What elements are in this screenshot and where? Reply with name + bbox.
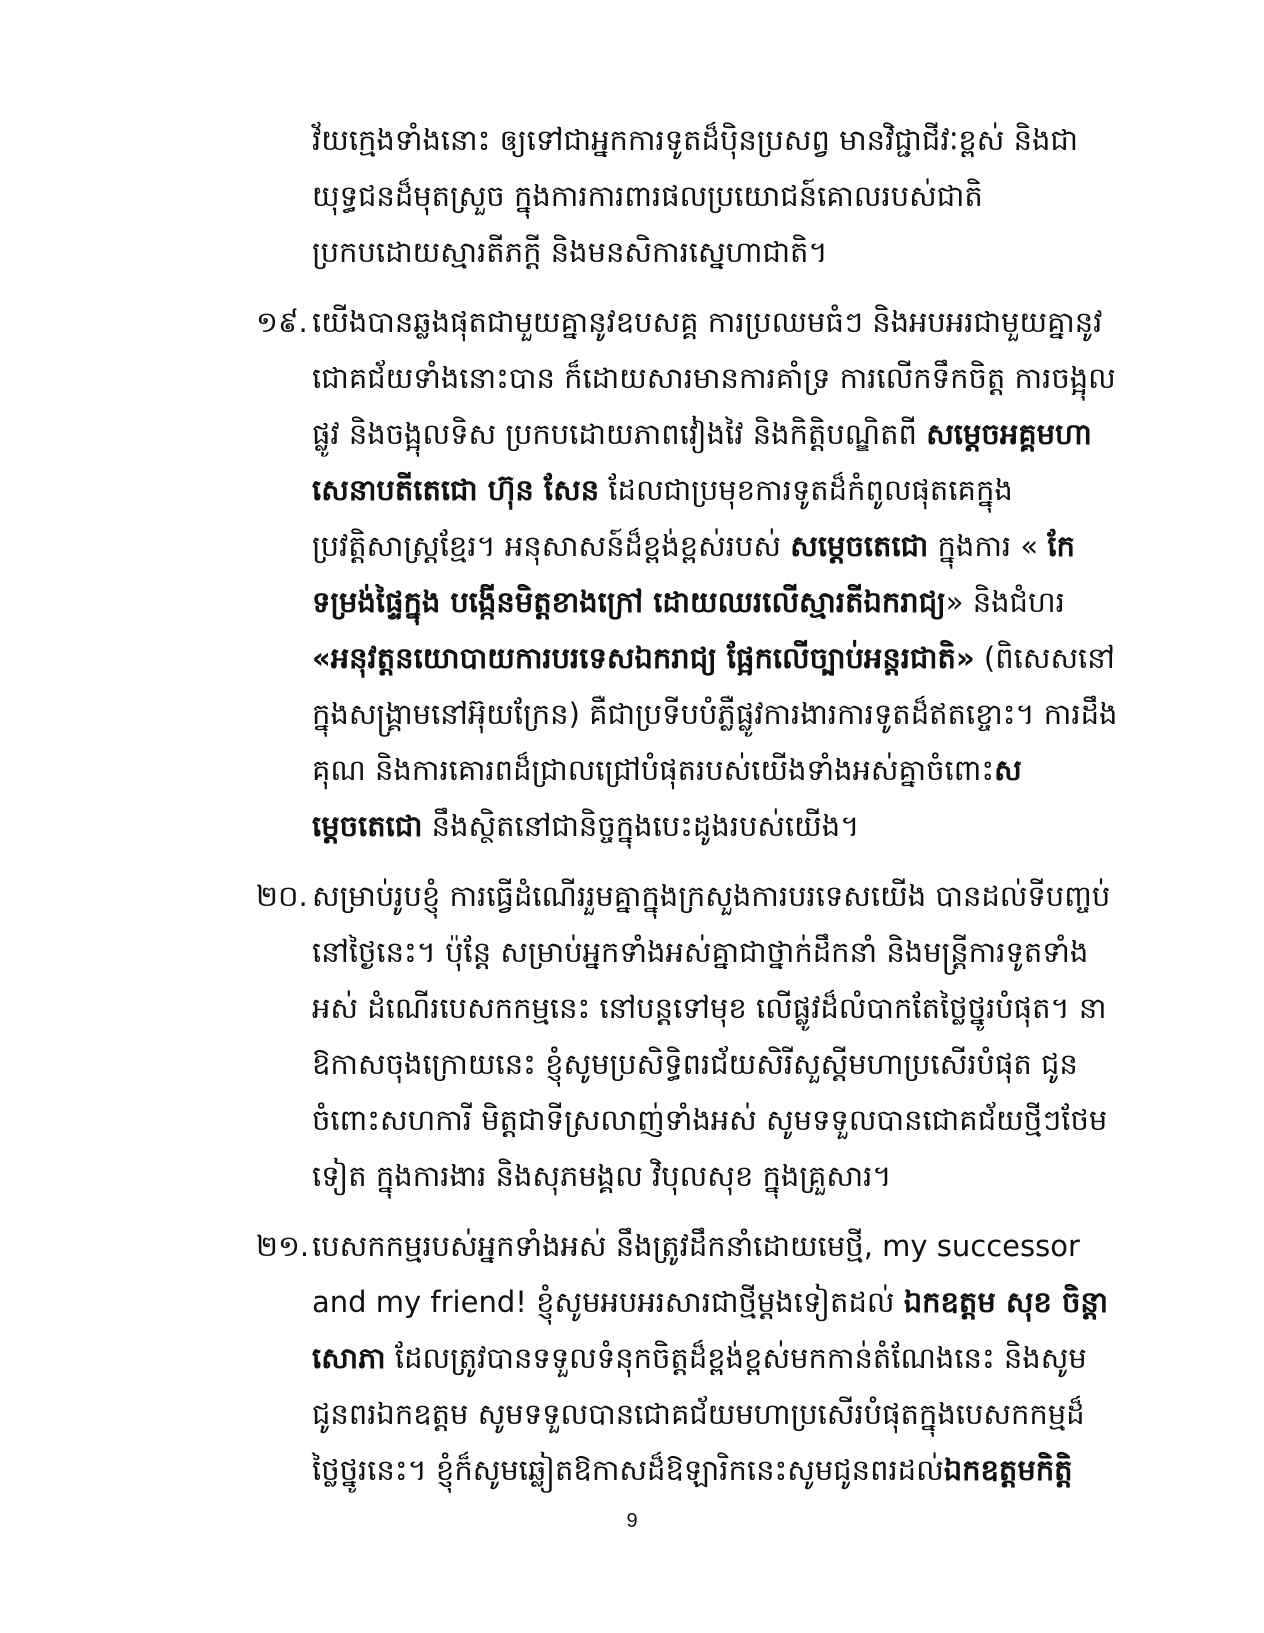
document-body (256, 112, 1118, 1512)
paragraph-number: ២០. (256, 879, 308, 913)
text-segment: ក្នុងការ « (928, 529, 1048, 563)
bold-text: សម្តេចអគ្គមហាសេនាបតីតេជោ ហ៊ុន សែន (312, 417, 1092, 507)
text-segment: (ពិសេសនៅក្នុងសង្គ្រាមនៅអ៊ុយក្រែន) គឺជាប្រទីបបំភ្លឺផ្លូវការងារការទូតដ៏ឥតខ្ចោះ។ ការដឹងគុណ និងការគោរពដ៏ជ្រាលជ្រៅបំផុតរបស់យើងទាំងអស់គ្នាចំពោះ (312, 641, 1118, 787)
paragraph-number: ២១. (256, 1229, 310, 1263)
bold-text: ឯកឧត្តម សុខ ចិន្តាសោភា (312, 1285, 1108, 1375)
text-segment: សម្រាប់រូបខ្ញុំ ការធ្វើដំណើររួមគ្នាក្នុងក្រសួងការបរទេសយើង បានដល់ទីបញ្ចប់នៅថ្ងៃនេះ។ ប៉ុន្តែ សម្រាប់អ្នកទាំងអស់គ្នាជាថ្នាក់ដឹកនាំ និងមន្ត្រីការទូតទាំងអស់ ដំណើរបេសកកម្មនេះ នៅបន្តទៅមុខ លើផ្លូវដ៏លំបាកតែថ្លៃថ្នូរបំផុត។ នាឱកាសចុងក្រោយនេះ ខ្ញុំសូមប្រសិទ្ធិពរជ័យសិរីសួស្តីមហាប្រសើរបំផុត ជូនចំពោះសហការី មិត្តជាទីស្រលាញ់ទាំងអស់ សូមទទួលបានជោគជ័យថ្មីៗថែមទៀត ក្នុងការងារ និងសុភមង្គល វិបុលសុខ ក្នុងគ្រួសារ។ (312, 879, 1111, 1193)
text-segment: ដែលត្រូវបានទទួលទំនុកចិត្តដ៏ខ្ពង់ខ្ពស់មកកាន់តំណែងនេះ និងសូមជូនពរឯកឧត្តម សូមទទួលបានជោគជ័យមហាប្រសើរបំផុតក្នុងបេសកកម្មដ៏ថ្លៃថ្នូរនេះ។ ខ្ញុំក៏សូមឆ្លៀតឱកាសដ៏ឱឡារិកនេះសូមជូនពរដល់ (312, 1341, 1087, 1487)
text-segment: នឹងស្ថិតនៅជានិច្ចក្នុងបេះដូងរបស់យើង។ (422, 809, 860, 843)
numbered-paragraph (256, 1218, 1118, 1498)
numbered-paragraph (256, 868, 1118, 1204)
text-segment: ដែលជាប្រមុខការទូតដ៏កំពូលផុតគេក្នុងប្រវត្តិសាស្ត្រខ្មែរ។ អនុសាសន៍ដ៏ខ្ពង់ខ្ពស់របស់ (312, 473, 1013, 563)
bold-text: ឯកឧត្តមកិត្តិ (943, 1453, 1073, 1487)
paragraph-number: ១៩. (256, 305, 308, 339)
bold-text: សម្តេចតេជោ (790, 529, 929, 563)
text-segment: បេសកកម្មរបស់អ្នកទាំងអស់ នឹងត្រូវដឹកនាំដោយមេថ្មី, my successor and my friend! ខ្ញុំសូមអបអរសារជាថ្មីម្តងទៀតដល់ (312, 1229, 1080, 1319)
text-segment: » និងជំហរ (945, 585, 1065, 619)
bold-text: កែទម្រង់ផ្ទៃក្នុង បង្កើនមិត្តខាងក្រៅ ដោយឈរលើស្មារតីឯករាជ្យ (312, 529, 1075, 619)
paragraph (256, 112, 1118, 280)
numbered-paragraph (256, 294, 1118, 854)
bold-text: «អនុវត្តនយោបាយការបរទេសឯករាជ្យ ផ្អែកលើច្បាប់អន្តរជាតិ» (312, 641, 975, 675)
text-segment: វ័យក្មេងទាំងនោះ ឲ្យទៅជាអ្នកការទូតដ៏ប៉ិនប្រសព្វ មានវិជ្ជាជីវៈខ្ពស់ និងជាយុទ្ធជនដ៏មុតស្រួច ក្នុងការការពារផលប្រយោជន៍គោលរបស់ជាតិ ប្រកបដោយស្មារតីភក្តី និងមនសិការស្នេហាជាតិ។ (312, 123, 1079, 269)
bold-text: សម្តេចតេជោ (312, 753, 1022, 843)
text-segment: យើងបានឆ្លងផុតជាមួយគ្នានូវឧបសគ្គ ការប្រឈមធំៗ និងអបអរជាមួយគ្នានូវជោគជ័យទាំងនោះបាន ក៏ដោយសារមានការគាំទ្រ ការលើកទឹកចិត្ត ការចង្អុលផ្លូវ និងចង្អុលទិស ប្រកបដោយភាពវៀងវៃ និងកិត្តិបណ្ឌិតពី (312, 305, 1116, 451)
page-number: 9 (626, 1510, 638, 1532)
